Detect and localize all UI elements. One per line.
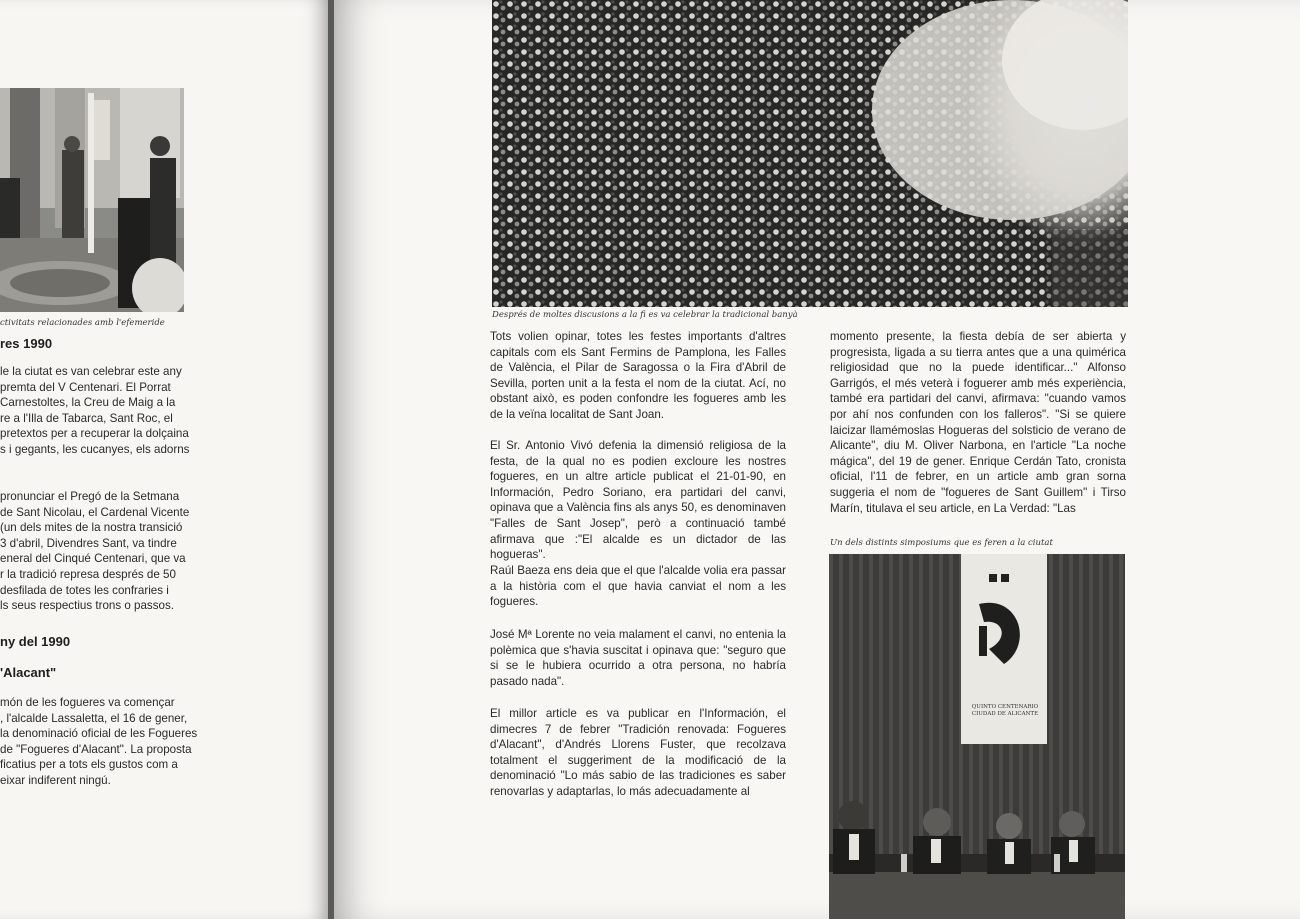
crowd-photo-caption: Després de moltes discusions a la fi es va celebrar la tradicional banyà xyxy=(492,310,798,320)
body-paragraph-5: El millor article es va publicar en l'Información, el dimecres 7 de febrer "Tradición renovada: Fogueres d'Alacant", d'Andrés Llorens Fuster, que recolzava totalment el suggeriment de la modificació de la denominació "Lo más sabio de las tradiciones es saber renovarlas y adaptarlas, lo más adecuadamente al xyxy=(490,707,786,798)
left-paragraph-3: món de les fogueres va començar , l'alcalde Lassaletta, el 16 de gener, la denominació oficial de les Fogueres de "Fogueres d'Alacant". La proposta ficatius per a tots els gustos com a eixar indiferent ningú. xyxy=(0,696,198,787)
section-heading-3: 'Alacant" xyxy=(0,665,57,680)
crowd-photo xyxy=(492,0,1128,307)
left-page xyxy=(0,0,330,919)
speech-photo-image xyxy=(0,88,184,312)
speech-photo-caption: ctivitats relacionades amb l'efemeride xyxy=(0,318,165,328)
banner-line-2: CIUDAD DE ALICANTE xyxy=(971,710,1039,717)
section-heading-2: ny del 1990 xyxy=(0,634,71,649)
left-paragraph-1: le la ciutat es van celebrar este any premta del V Centenari. El Porrat Carnestoltes, la Creu de Maig a la re a l'Illa de Tabarca, Sant Roc, el pretextos per a recuperar la dolçaina s i gegants, les cucanyes, els adorns xyxy=(0,365,190,456)
body-paragraph-3: Raúl Baeza ens deia que el que l'alcalde volia era passar a la història com el que havia canviat el nom a les fogueres. xyxy=(490,564,786,609)
speech-photo xyxy=(0,88,184,312)
left-paragraph-2: pronunciar el Pregó de la Setmana de Sant Nicolau, el Cardenal Vicente (un dels mites de la nostra transició 3 d'abril, Divendres Sant, va tindre eneral del Cinqué Centenari, que va r la tradició represa després de 50 desfilada de totes les confraries i ls seus respectius trons o passos. xyxy=(0,490,190,613)
body-paragraph-1: Tots volien opinar, totes les festes importants d'altres capitals com els Sant Fermins de Pamplona, les Falles de València, el Pilar de Saragossa o la Fira d'Abril de Sevilla, porten unit a la festa el nom de la ciutat. Ací, no obstant això, es poden confondre les fogueres amb les de la veïna localitat de Sant Joan. xyxy=(490,330,786,421)
body-paragraph-2: El Sr. Antonio Vivó defenia la dimensió religiosa de la festa, de la qual no es podien excloure les nostres fogueres, en un altre article publicat el 21-01-90, en Información, Pedro Soriano, era partidari del canvi, opinava que a València fins als anys 50, es denominaven "Falles de Sant Josep", però a continuació també afirmava que :"El alcalde es un dictador de las hogueras". xyxy=(490,439,786,562)
section-heading-1: res 1990 xyxy=(0,336,53,351)
symposium-photo-caption: Un dels distints simposiums que es feren a la ciutat xyxy=(830,538,1053,548)
banner-line-1: QUINTO CENTENARIO xyxy=(971,704,1039,710)
body-column-2: momento presente, la fiesta debía de ser abierta y progresista, ligada a su tierra antes que a una quimérica religiosidad que no la puede identificar..." Alfonso Garrigós, el més veterà i foguerer amb més experiència, també era partidari del canvi, afirmava: "cuando vamos por ahí nos confunden con los falleros". "Si se quiere laicizar llamémoslas Hogueras del solsticio de verano de Alicante", diu M. Oliver Narbona, en l'article "La noche mágica", del 19 de gener. Enrique Cerdán Tato, cronista oficial, l'11 de febrer, en un article amb gran sorna suggeria el nom de "fogueres de Sant Guillem" i Tirso Marín, titulava el seu article, en La Verdad: "Las xyxy=(830,330,1126,515)
body-paragraph-4: José Mª Lorente no veia malament el canvi, no entenia la polèmica que s'havia suscitat i opinava que: "seguro que si se le hubiera ocurrido a otra persona, no habría pasado nada". xyxy=(490,628,786,688)
crowd-photo-image xyxy=(492,0,1128,307)
right-page xyxy=(334,0,1300,919)
symposium-photo-image xyxy=(829,554,1125,919)
symposium-photo xyxy=(829,554,1125,919)
